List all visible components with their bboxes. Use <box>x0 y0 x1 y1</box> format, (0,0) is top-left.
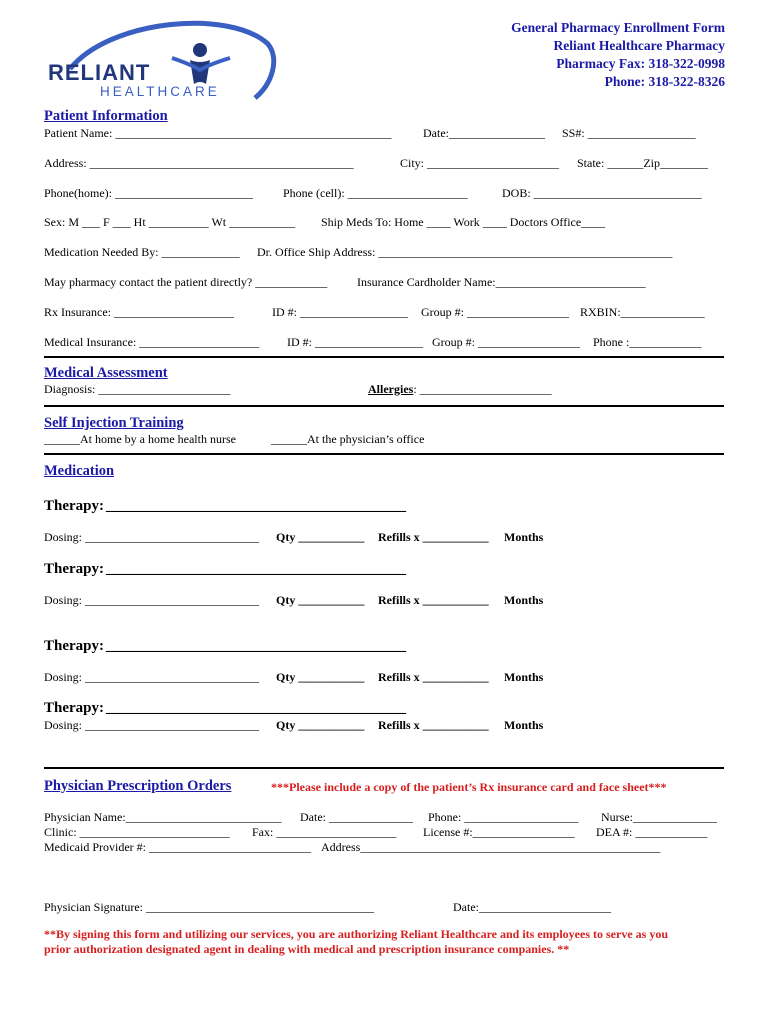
months-label: Months <box>504 718 544 732</box>
qty-field[interactable]: Qty ___________ <box>276 718 365 732</box>
section-title-medication: Medication <box>44 463 115 479</box>
months-label: Months <box>504 670 544 684</box>
insurance-card-note: ***Please include a copy of the patient’s Rx insurance card and face sheet*** <box>271 780 667 794</box>
training-office-option[interactable]: ______At the physician’s office <box>271 432 425 446</box>
section-title-patient: Patient Information <box>44 108 168 124</box>
phone-cell-field[interactable]: Phone (cell): ____________________ <box>283 186 468 200</box>
divider-4 <box>44 767 724 769</box>
training-home-option[interactable]: ______At home by a home health nurse <box>44 432 236 446</box>
patient-date-field[interactable]: Date:________________ <box>423 126 545 140</box>
refills-field[interactable]: Refills x ___________ <box>378 670 489 684</box>
refills-field[interactable]: Refills x ___________ <box>378 718 489 732</box>
therapy-label: Therapy: <box>44 561 104 577</box>
section-title-orders: Physician Prescription Orders <box>44 778 232 794</box>
dr-office-ship-address-field[interactable]: Dr. Office Ship Address: _________________________________________________ <box>257 245 673 259</box>
clinic-field[interactable]: Clinic: _________________________ <box>44 825 230 839</box>
divider-3 <box>44 453 724 455</box>
medical-phone-field[interactable]: Phone :____________ <box>593 335 702 349</box>
refills-field[interactable]: Refills x ___________ <box>378 593 489 607</box>
physician-phone-field[interactable]: Phone: ___________________ <box>428 810 579 824</box>
disclaimer-line-2: prior authorization designated agent in dealing with medical and prescription insurance companies. ** <box>44 942 570 956</box>
months-label: Months <box>504 530 544 544</box>
physician-address-field[interactable]: Address__________________________________________________ <box>321 840 661 854</box>
divider-2 <box>44 405 724 407</box>
therapy-field[interactable]: ________________________________________ <box>106 638 406 654</box>
dosing-field[interactable]: Dosing: _____________________________ <box>44 718 260 732</box>
dosing-field[interactable]: Dosing: _____________________________ <box>44 530 260 544</box>
medical-group-field[interactable]: Group #: _________________ <box>432 335 580 349</box>
license-field[interactable]: License #:_________________ <box>423 825 575 839</box>
disclaimer-line-1: **By signing this form and utilizing our services, you are authorizing Reliant Healthcare and its employees to serve as you <box>44 927 668 941</box>
therapy-field[interactable]: ________________________________________ <box>106 561 406 577</box>
medical-id-field[interactable]: ID #: __________________ <box>287 335 423 349</box>
therapy-label: Therapy: <box>44 638 104 654</box>
medicaid-provider-field[interactable]: Medicaid Provider #: ___________________________ <box>44 840 311 854</box>
rx-insurance-field[interactable]: Rx Insurance: ____________________ <box>44 305 234 319</box>
dob-field[interactable]: DOB: ____________________________ <box>502 186 702 200</box>
qty-field[interactable]: Qty ___________ <box>276 670 365 684</box>
medical-insurance-field[interactable]: Medical Insurance: ____________________ <box>44 335 260 349</box>
nurse-field[interactable]: Nurse:______________ <box>601 810 717 824</box>
section-title-training: Self Injection Training <box>44 415 184 431</box>
qty-field[interactable]: Qty ___________ <box>276 530 365 544</box>
sex-height-weight-field[interactable]: Sex: M ___ F ___ Ht __________ Wt ___________ <box>44 215 296 229</box>
address-field[interactable]: Address: ____________________________________________ <box>44 156 354 170</box>
form-title: General Pharmacy Enrollment Form <box>511 20 725 35</box>
physician-date-field[interactable]: Date: ______________ <box>300 810 413 824</box>
contact-patient-field[interactable]: May pharmacy contact the patient directly? ____________ <box>44 275 328 289</box>
authorization-disclaimer <box>44 927 668 957</box>
form-header <box>511 19 725 91</box>
therapy-field[interactable]: ________________________________________ <box>106 498 406 514</box>
patient-name-field[interactable]: Patient Name: ______________________________________________ <box>44 126 392 140</box>
physician-name-field[interactable]: Physician Name:__________________________ <box>44 810 282 824</box>
months-label: Months <box>504 593 544 607</box>
phone-home-field[interactable]: Phone(home): _______________________ <box>44 186 253 200</box>
diagnosis-field[interactable]: Diagnosis: ______________________ <box>44 382 231 396</box>
patient-ssn-field[interactable]: SS#: __________________ <box>562 126 696 140</box>
rxbin-field[interactable]: RXBIN:______________ <box>580 305 705 319</box>
therapy-field[interactable]: ________________________________________ <box>106 700 406 716</box>
pharmacy-name: Reliant Healthcare Pharmacy <box>553 38 725 53</box>
cardholder-name-field[interactable]: Insurance Cardholder Name:_________________________ <box>357 275 646 289</box>
section-title-assessment: Medical Assessment <box>44 365 168 381</box>
signature-date-field[interactable]: Date:______________________ <box>453 900 611 914</box>
state-zip-field[interactable]: State: ______Zip________ <box>577 156 708 170</box>
logo-word-reliant: RELIANT <box>48 60 151 85</box>
refills-field[interactable]: Refills x ___________ <box>378 530 489 544</box>
allergies-blank: : ______________________ <box>413 382 552 396</box>
logo-word-healthcare: HEALTHCARE <box>100 84 220 99</box>
therapy-label: Therapy: <box>44 700 104 716</box>
city-field[interactable]: City: ______________________ <box>400 156 560 170</box>
pharmacy-fax: Pharmacy Fax: 318-322-0998 <box>556 56 725 71</box>
medication-needed-by-field[interactable]: Medication Needed By: _____________ <box>44 245 240 259</box>
rx-group-field[interactable]: Group #: _________________ <box>421 305 569 319</box>
pharmacy-phone: Phone: 318-322-8326 <box>604 74 725 89</box>
rx-id-field[interactable]: ID #: __________________ <box>272 305 408 319</box>
therapy-label: Therapy: <box>44 498 104 514</box>
physician-signature-field[interactable]: Physician Signature: ______________________________________ <box>44 900 374 914</box>
divider-1 <box>44 356 724 358</box>
fax-field[interactable]: Fax: ____________________ <box>252 825 397 839</box>
logo <box>40 14 280 104</box>
ship-meds-to-field[interactable]: Ship Meds To: Home ____ Work ____ Doctors Office____ <box>321 215 606 229</box>
dea-field[interactable]: DEA #: ____________ <box>596 825 708 839</box>
dosing-field[interactable]: Dosing: _____________________________ <box>44 670 260 684</box>
allergies-field[interactable] <box>368 382 552 397</box>
allergies-label: Allergies <box>368 382 414 396</box>
qty-field[interactable]: Qty ___________ <box>276 593 365 607</box>
dosing-field[interactable]: Dosing: _____________________________ <box>44 593 260 607</box>
